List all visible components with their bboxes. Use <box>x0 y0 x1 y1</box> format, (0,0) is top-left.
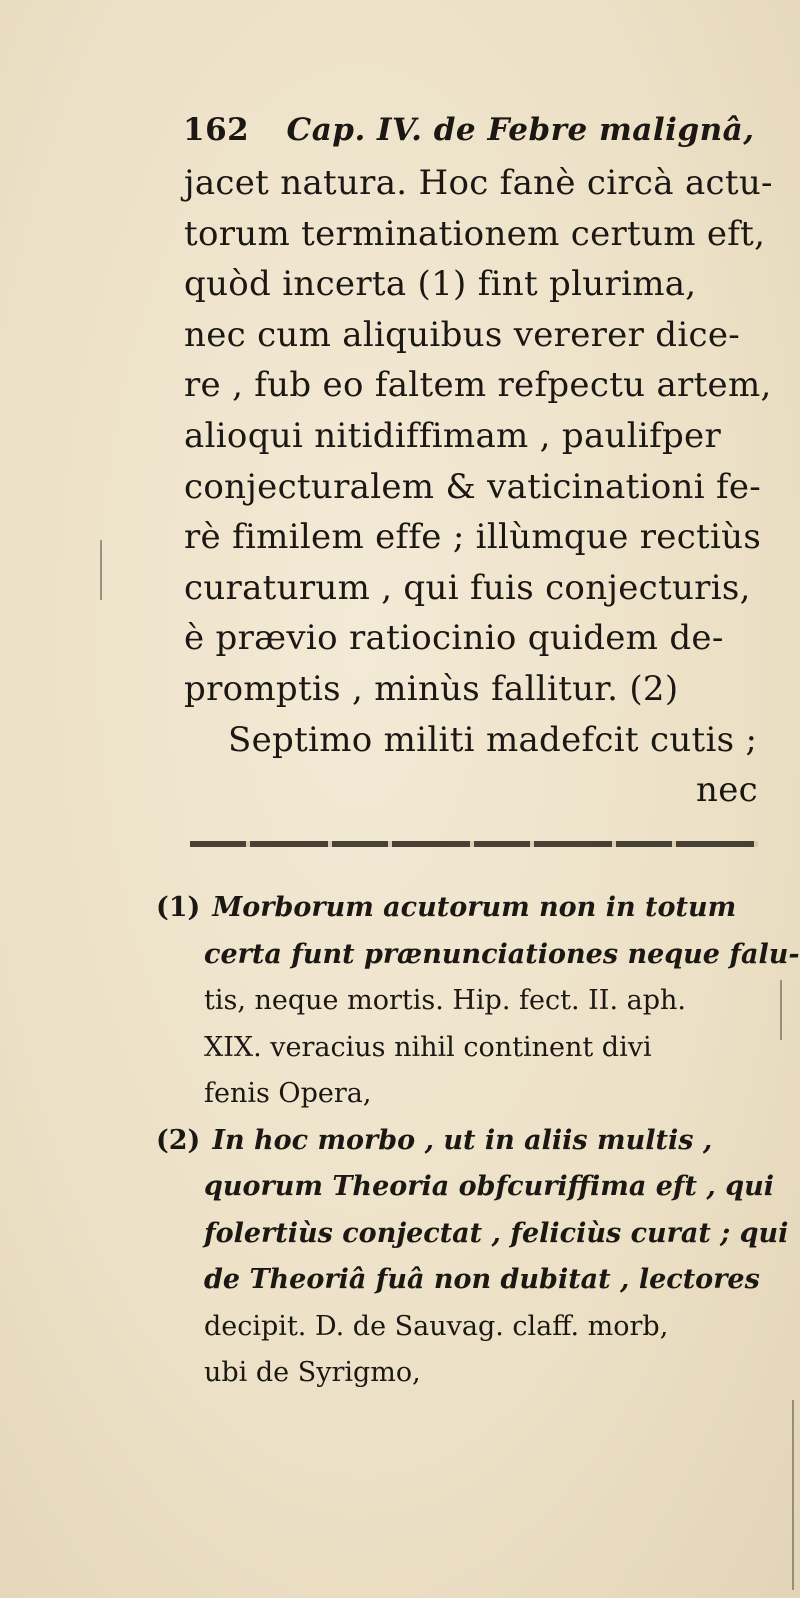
main-line: jacet natura. Hoc fanè circà actu- <box>184 163 773 203</box>
footnote-line: ubi de Syrigmo, <box>204 1357 421 1388</box>
footnote-line: Morborum acutorum non in totum <box>212 892 737 923</box>
main-line: torum terminationem certum eft, <box>184 213 766 254</box>
main-line: è prævio ratiocinio quidem de- <box>184 618 724 659</box>
page-number: 162 <box>183 112 250 148</box>
main-line: re , fub eo faltem refpectu artem, <box>184 365 772 406</box>
margin-mark <box>792 1400 794 1590</box>
footnote-line: tis, neque mortis. Hip. fect. II. aph. <box>204 985 686 1016</box>
footnote-line: folertiùs conjectat , feliciùs curat ; qui <box>204 1217 789 1249</box>
footnote-1 <box>156 885 800 1118</box>
catchword: nec <box>696 770 758 811</box>
main-line: rè fimilem effe ; illùmque rectiùs <box>184 517 762 558</box>
footnote-2 <box>156 1118 789 1397</box>
footnotes <box>156 885 800 1397</box>
margin-mark <box>780 980 782 1040</box>
footnote-line: certa funt prænunciationes neque falu- <box>204 938 800 970</box>
footnote-line: quorum Theoria obfcuriffima eft , qui <box>204 1171 774 1202</box>
main-line: nec cum aliquibus vererer dice- <box>184 314 741 355</box>
footnote-divider <box>190 841 758 847</box>
main-line: promptis , minùs fallitur. (2) <box>184 668 679 709</box>
main-text <box>184 158 773 816</box>
main-line-indented: Septimo militi madefcit cutis ; <box>228 719 758 760</box>
main-line: curaturum , qui fuis conjecturis, <box>184 567 751 608</box>
main-line: conjecturalem & vaticinationi fe- <box>184 466 762 507</box>
footnote-line: In hoc morbo , ut in aliis multis , <box>212 1124 713 1156</box>
footnote-marker: (1) <box>156 892 201 923</box>
main-line: alioqui nitidiffimam , paulifper <box>184 415 721 456</box>
footnote-line: XIX. veracius nihil continent divi <box>204 1031 652 1063</box>
page-header <box>183 112 755 148</box>
footnote-line: decipit. D. de Sauvag. claff. morb, <box>204 1310 669 1342</box>
main-line: quòd incerta (1) fint plurima, <box>184 264 697 305</box>
margin-mark <box>100 540 102 600</box>
footnote-line: fenis Opera, <box>204 1078 372 1109</box>
running-title: Cap. IV. de Febre malignâ, <box>286 112 755 148</box>
footnote-marker: (2) <box>156 1124 201 1156</box>
footnote-line: de Theoriâ fuâ non dubitat , lectores <box>204 1264 760 1295</box>
